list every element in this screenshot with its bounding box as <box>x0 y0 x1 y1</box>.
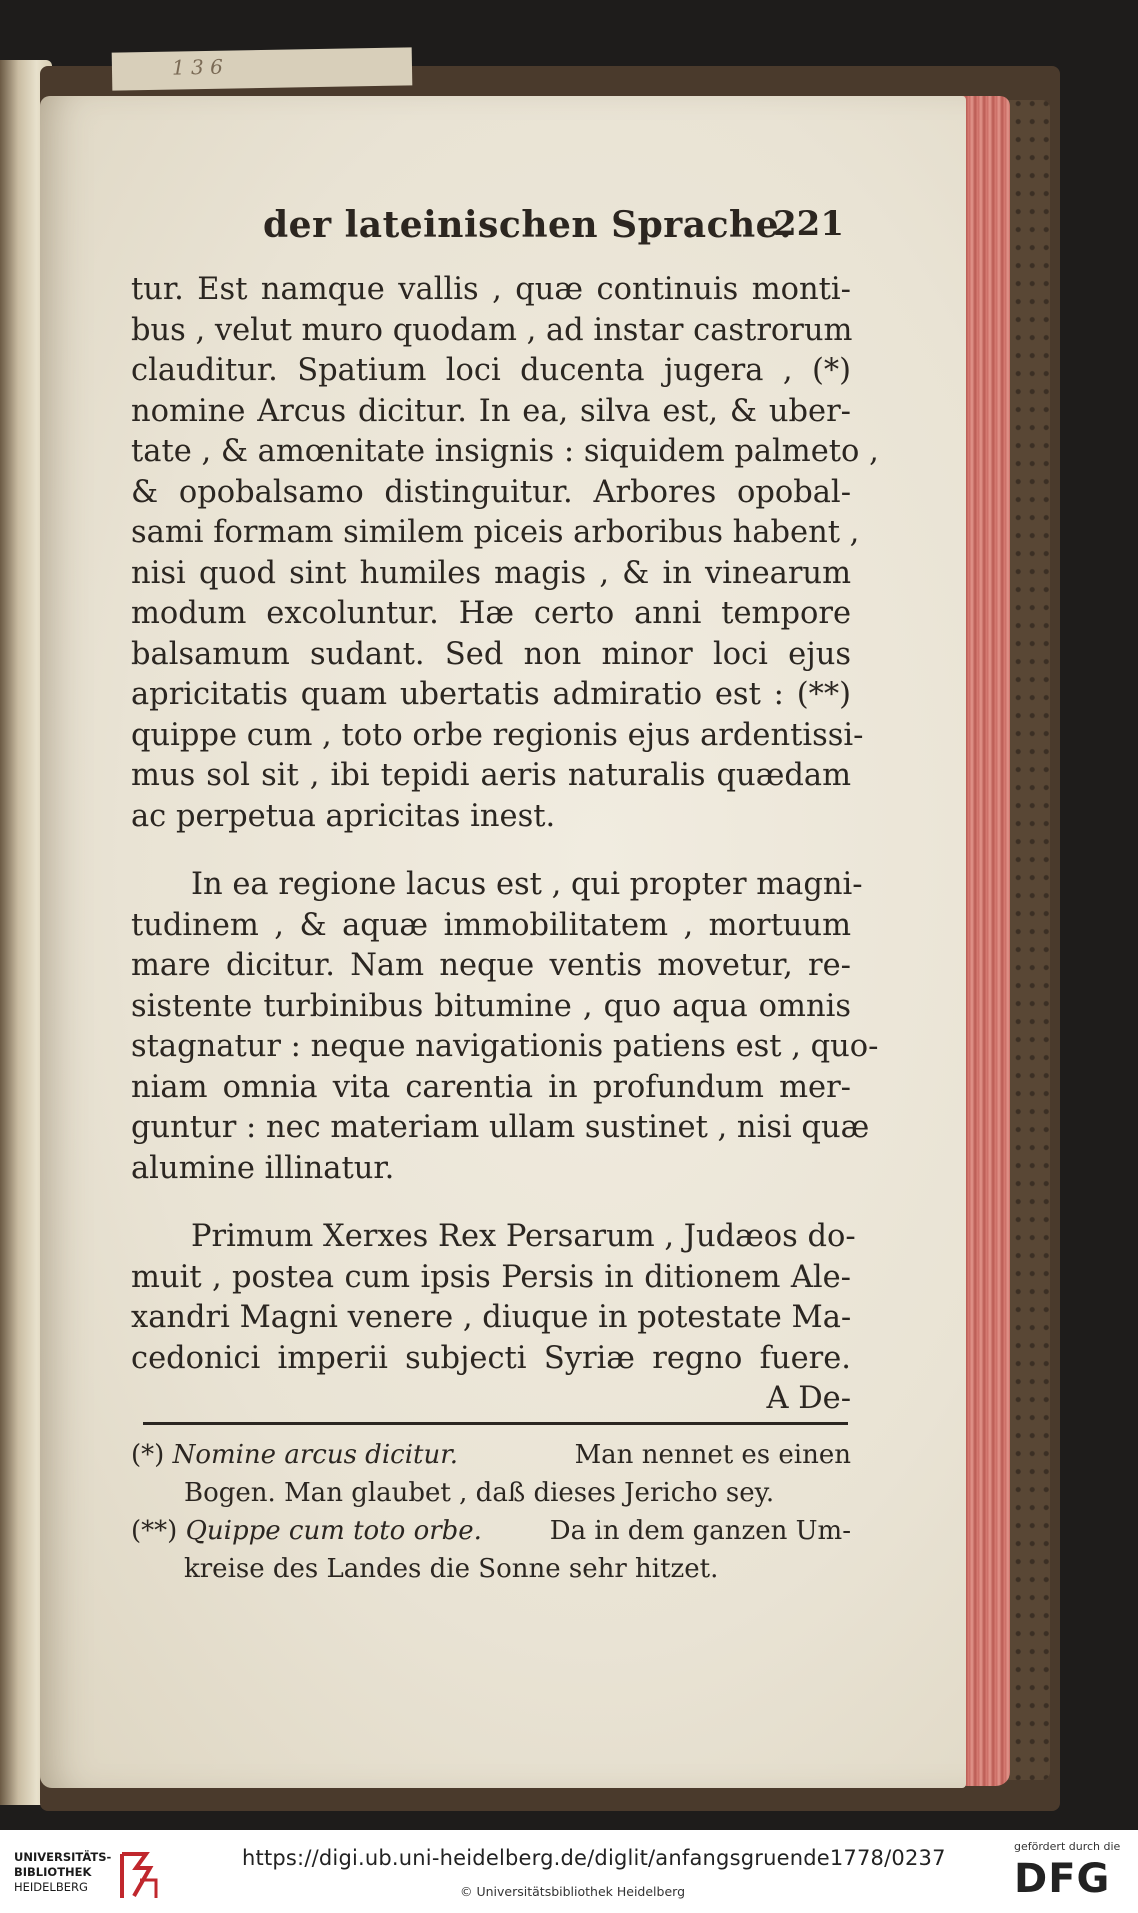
text-line: tur. Est namque vallis , quæ continuis monti- <box>131 272 851 307</box>
text-line: cedonici imperii subjecti Syriæ regno fuere. <box>131 1340 851 1376</box>
text-line: sami formam similem piceis arboribus habent , <box>131 515 860 550</box>
paper-tab <box>112 47 413 90</box>
copyright-notice: © Universitätsbibliothek Heidelberg <box>460 1884 686 1899</box>
funding-label: gefördert durch die <box>1014 1840 1121 1853</box>
footnote-marker: (*) <box>131 1440 165 1470</box>
text-line: modum excoluntur. Hæ certo anni tempore <box>131 596 851 631</box>
text-line: xandri Magni venere , diuque in potestate Ma- <box>131 1300 852 1335</box>
footnote-1-cont: Bogen. Man glaubet , daß dieses Jericho sey. <box>184 1478 775 1508</box>
footnote-2 <box>131 1512 851 1550</box>
text-line: niam omnia vita carentia in profundum mer- <box>131 1069 851 1105</box>
footnote-latin: Nomine arcus dicitur. <box>172 1440 459 1470</box>
running-head-title: der lateinischen Sprache. <box>263 204 793 246</box>
dfg-logo[interactable]: DFG <box>1014 1856 1111 1902</box>
paragraph-3 <box>131 1217 856 1420</box>
red-page-edges <box>960 96 1010 1786</box>
logo-line: BIBLIOTHEK <box>14 1865 92 1879</box>
paragraph-1 <box>131 270 879 837</box>
page-number: 221 <box>773 204 844 244</box>
text-line: mare dicitur. Nam neque ventis movetur, re- <box>131 948 851 983</box>
footnote-german: Man nennet es einen <box>574 1440 851 1470</box>
text-line: nomine Arcus dicitur. In ea, silva est, & uber- <box>131 393 851 429</box>
text-line: clauditur. Spatium loci ducenta jugera , (*) <box>131 353 851 388</box>
text-line: mus sol sit , ibi tepidi aeris naturalis quædam <box>131 758 851 793</box>
text-line: sistente turbinibus bitumine , quo aqua omnis <box>131 988 851 1024</box>
footnote-rule <box>143 1422 848 1425</box>
paragraph-2 <box>71 865 879 1189</box>
text-line: nisi quod sint humiles magis , & in vinearum <box>131 555 851 591</box>
text-line: alumine illinatur. <box>131 1150 395 1186</box>
tab-label: 1 3 6 <box>171 54 224 80</box>
text-line: stagnatur : neque navigationis patiens est , quo- <box>131 1029 879 1064</box>
footnote-1 <box>131 1436 851 1474</box>
running-head <box>263 204 863 254</box>
text-line: balsamum sudant. Sed non minor loci ejus <box>131 636 851 672</box>
text-line: & opobalsamo distinguitur. Arbores opobal- <box>131 474 851 510</box>
text-line: muit , postea cum ipsis Persis in ditionem Ale- <box>131 1259 851 1295</box>
text-line: tudinem , & aquæ immobilitatem , mortuum <box>131 907 851 943</box>
footnote-2-cont: kreise des Landes die Sonne sehr hitzet. <box>184 1554 719 1584</box>
body-text <box>131 270 879 1420</box>
logo-line: HEIDELBERG <box>14 1880 88 1894</box>
text-line: tate , & amœnitate insignis : siquidem palmeto , <box>131 434 879 469</box>
text-line: Primum Xerxes Rex Persarum , Judæos do- <box>191 1219 856 1254</box>
catchword: A De- <box>766 1381 851 1416</box>
text-line: quippe cum , toto orbe regionis ejus ardentissi- <box>131 717 864 753</box>
text-line: In ea regione lacus est , qui propter magni- <box>191 867 863 902</box>
footnote-german: Da in dem ganzen Um- <box>549 1516 851 1546</box>
text-line: apricitatis quam ubertatis admiratio est : (**) <box>131 677 851 712</box>
permalink-url[interactable]: https://digi.ub.uni-heidelberg.de/diglit/anfangsgruende1778/0237 <box>242 1846 946 1870</box>
footnote-marker: (**) <box>131 1516 178 1546</box>
logo-line: UNIVERSITÄTS- <box>14 1850 112 1864</box>
text-line: bus , velut muro quodam , ad instar castrorum <box>131 312 853 348</box>
footnotes <box>131 1436 851 1588</box>
library-logo[interactable] <box>14 1850 164 1900</box>
library-emblem-icon <box>116 1850 168 1902</box>
text-line: guntur : nec materiam ullam sustinet , nisi quæ <box>131 1110 870 1145</box>
viewer-footer <box>0 1830 1138 1913</box>
footnote-latin: Quippe cum toto orbe. <box>185 1516 482 1546</box>
text-line: ac perpetua apricitas inest. <box>131 798 556 834</box>
